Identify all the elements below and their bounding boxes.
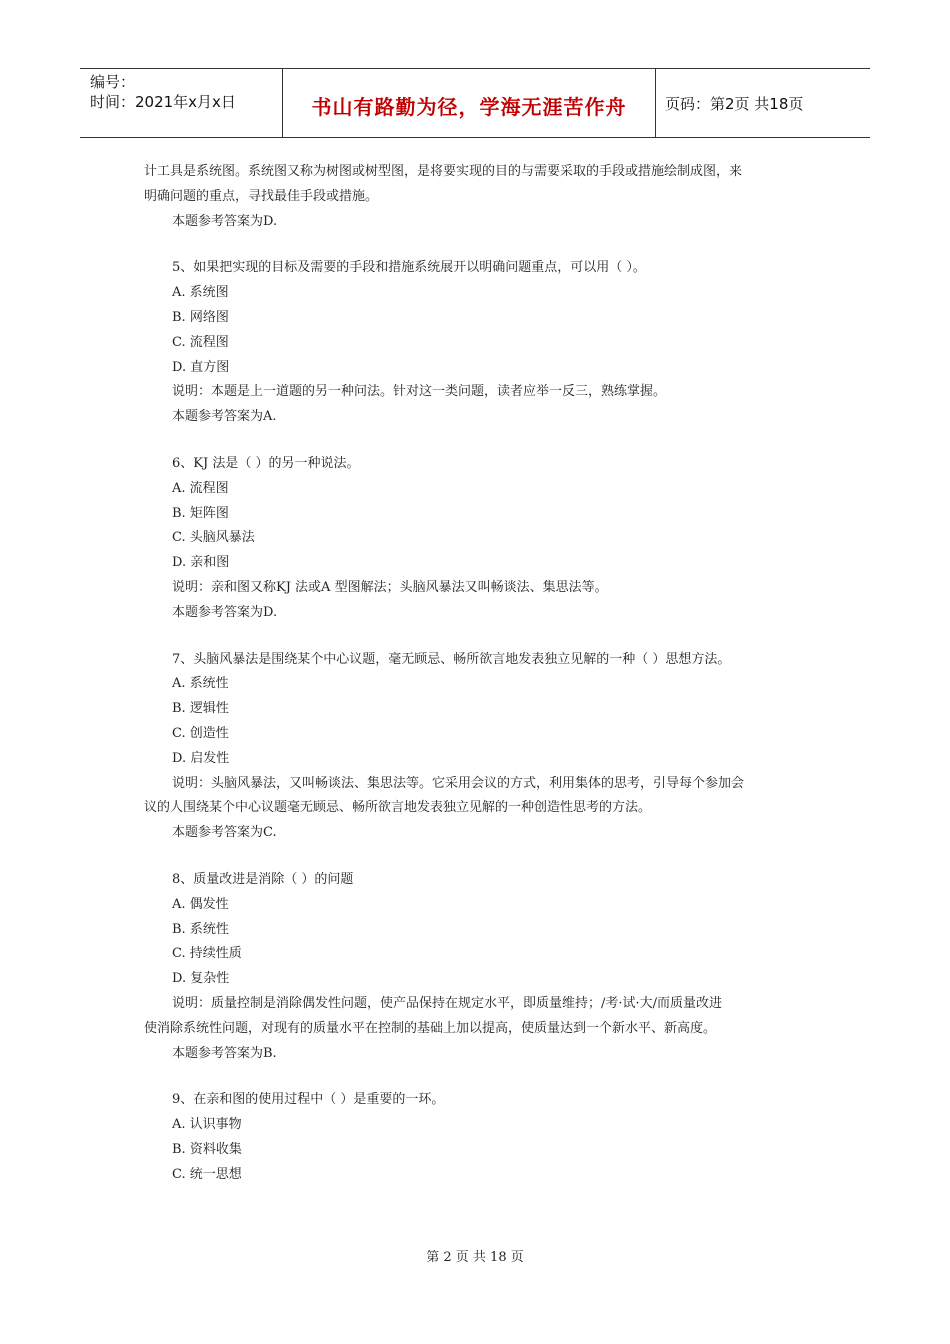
answer-text: 本题参考答案为D. [172, 604, 278, 620]
option-d: D. 启发性 [172, 750, 230, 766]
intro-line: 明确问题的重点，寻找最佳手段或措施。 [144, 188, 379, 204]
option-a: A. 流程图 [172, 480, 229, 496]
document-body [144, 160, 808, 1187]
option-d: D. 亲和图 [172, 555, 230, 571]
question-text: 9、在亲和图的使用过程中（ ）是重要的一环。 [172, 1092, 445, 1108]
option-b: B. 网络图 [172, 309, 229, 325]
page-header [80, 68, 870, 138]
option-d: D. 直方图 [172, 359, 230, 375]
option-a: A. 偶发性 [172, 896, 229, 912]
question-block-6 [144, 452, 808, 626]
document-code-label: 编号： [90, 73, 136, 91]
document-date: 时间：2021年x月x日 [90, 93, 236, 111]
explanation-text: 说明：头脑风暴法，又叫畅谈法、集思法等。它采用会议的方式，利用集体的思考，引导每个参加会 [172, 775, 745, 791]
header-left-cell [80, 69, 282, 137]
header-motto: 书山有路勤为径，学海无涯苦作舟 [311, 95, 627, 119]
explanation-text: 使消除系统性问题，对现有的质量水平在控制的基础上加以提高，使质量达到一个新水平、新高度。 [144, 1020, 717, 1036]
option-a: A. 系统性 [172, 676, 229, 692]
header-page-info: 页码：第2页 共18页 [665, 95, 804, 113]
option-c: C. 流程图 [172, 334, 229, 350]
answer-text: 本题参考答案为B. [172, 1045, 277, 1061]
option-b: B. 逻辑性 [172, 701, 229, 717]
question-text: 5、如果把实现的目标及需要的手段和措施系统展开以明确问题重点，可以用（ ）。 [172, 260, 646, 276]
question-block-7 [144, 648, 808, 846]
header-motto-cell [282, 69, 656, 137]
option-a: A. 认识事物 [172, 1117, 242, 1133]
explanation-text: 议的人围绕某个中心议题毫无顾忌、畅所欲言地发表独立见解的一种创造性思考的方法。 [144, 800, 652, 816]
option-b: B. 矩阵图 [172, 505, 229, 521]
option-c: C. 持续性质 [172, 946, 242, 962]
question-block-9 [144, 1088, 808, 1187]
explanation-text: 说明：质量控制是消除偶发性问题，使产品保持在规定水平，即质量维持；/考·试·大/而质量改进 [172, 995, 723, 1011]
answer-text: 本题参考答案为A. [172, 409, 277, 425]
option-b: B. 资料收集 [172, 1141, 242, 1157]
option-c: C. 头脑风暴法 [172, 530, 255, 546]
explanation-text: 说明：本题是上一道题的另一种问法。针对这一类问题，读者应举一反三，熟练掌握。 [172, 384, 667, 400]
intro-answer: 本题参考答案为D. [172, 213, 278, 229]
question-text: 7、头脑风暴法是围绕某个中心议题，毫无顾忌、畅所欲言地发表独立见解的一种（ ）思想方法。 [172, 651, 731, 667]
intro-line: 计工具是系统图。系统图又称为树图或树型图，是将要实现的目的与需要采取的手段或措施绘制成图，来 [144, 164, 743, 179]
option-d: D. 复杂性 [172, 971, 230, 987]
option-a: A. 系统图 [172, 285, 229, 301]
explanation-text: 说明：亲和图又称KJ 法或A 型图解法；头脑风暴法又叫畅谈法、集思法等。 [172, 579, 608, 595]
option-b: B. 系统性 [172, 921, 229, 937]
option-c: C. 统一思想 [172, 1166, 242, 1182]
question-block-5 [144, 256, 808, 430]
page-footer: 第 2 页 共 18 页 [426, 1250, 524, 1265]
header-right-cell [655, 69, 870, 137]
question-block-8 [144, 868, 808, 1066]
answer-text: 本题参考答案为C. [172, 825, 277, 841]
question-text: 8、质量改进是消除（ ）的问题 [172, 871, 354, 887]
question-text: 6、KJ 法是（ ）的另一种说法。 [172, 455, 360, 471]
option-c: C. 创造性 [172, 725, 229, 741]
